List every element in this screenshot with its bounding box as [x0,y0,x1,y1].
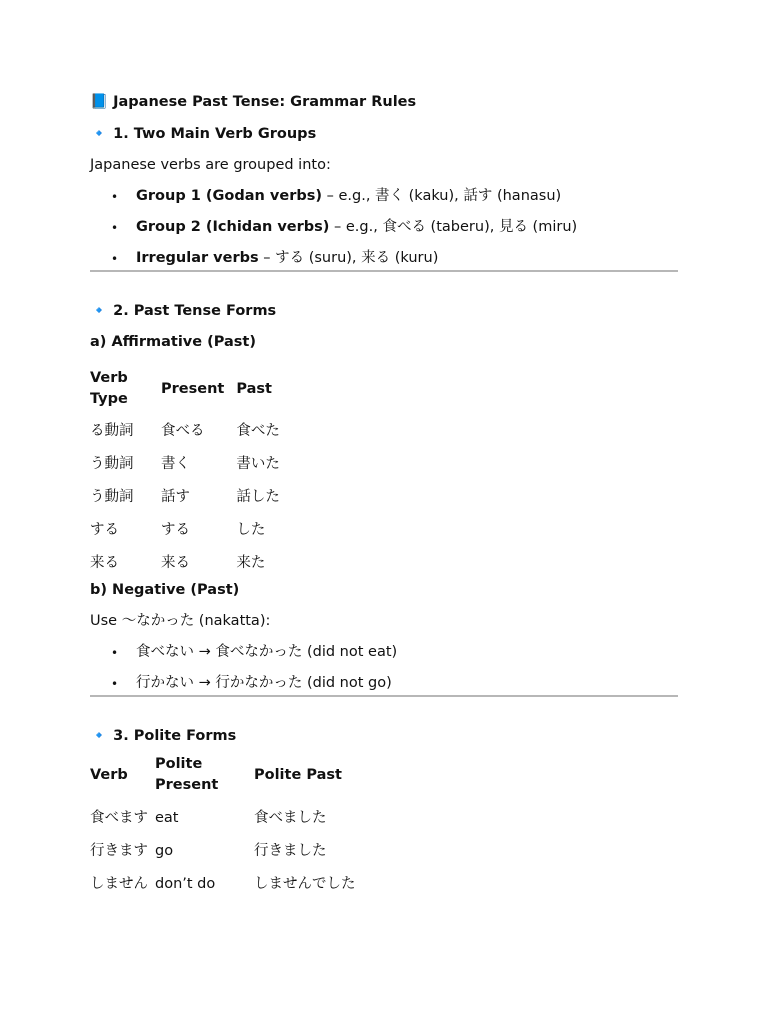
column-header: Verb Type [90,370,128,407]
table-cell: う動詞 [90,489,134,505]
affirmative-heading: a) Affirmative (Past) [90,334,256,350]
document [90,92,678,901]
table-cell: 食べた [236,423,280,439]
verb-groups-list [90,186,678,270]
negative-intro: Use ～なかった (nakatta): [90,613,271,629]
column-header: Verb [90,766,128,783]
list-item-detail: – e.g., 食べる (taberu), 見る (miru) [329,219,578,235]
table-cell: 話した [236,489,280,505]
table-row [90,415,280,448]
list-item: • 食べない → 食べなかった (did not eat) [90,642,678,673]
table-cell: る動詞 [90,423,134,439]
table-header-row [90,363,280,415]
table-cell: した [236,522,266,538]
section-1-heading: 🔹 1. Two Main Verb Groups [90,126,317,142]
table-cell: しませんでした [254,876,356,892]
table-cell: 来た [236,555,266,571]
table-cell: eat [155,810,179,826]
column-header: Past [236,380,272,397]
table-cell: 来る [161,555,190,571]
section-3-heading: 🔹 3. Polite Forms [90,728,237,744]
negative-examples-list [90,642,678,695]
list-item-detail: – e.g., 書く (kaku), 話す (hanasu) [322,188,562,204]
section-1-intro: Japanese verbs are grouped into: [90,157,331,173]
list-item [90,186,678,217]
table-cell: 書く [161,456,190,472]
list-item [90,217,678,248]
table-cell: 食べます [90,810,148,826]
table-cell: う動詞 [90,456,134,472]
table-row [90,835,356,868]
column-header: Polite Present [155,756,219,793]
section-2-heading: 🔹 2. Past Tense Forms [90,303,277,319]
table-row [90,802,356,835]
table-cell: don’t do [155,876,216,892]
affirmative-table [90,363,280,580]
table-cell: しません [90,876,148,892]
list-item-term: Group 1 (Godan verbs) [136,188,323,204]
document-title: 📘 Japanese Past Tense: Grammar Rules [90,94,417,110]
negative-heading: b) Negative (Past) [90,582,240,598]
table-row [90,481,280,514]
table-cell: 行きます [90,843,148,859]
table-cell: 行きました [254,843,327,859]
table-header-row [90,748,356,802]
column-header: Present [161,380,225,397]
list-item: • 行かない → 行かなかった (did not go) [90,673,678,695]
table-row [90,448,280,481]
table-row [90,547,280,580]
table-cell: 来る [90,555,119,571]
table-cell: 書いた [236,456,280,472]
table-cell: go [155,843,174,859]
table-row [90,868,356,901]
table-cell: 食べる [161,423,205,439]
list-item-term: Group 2 (Ichidan verbs) [136,219,330,235]
table-cell: 食べました [254,810,327,826]
table-cell: する [90,522,119,538]
polite-forms-table [90,748,356,901]
table-cell: 話す [161,489,190,505]
table-row [90,514,280,547]
column-header: Polite Past [254,766,342,783]
table-cell: する [161,522,190,538]
list-item [90,248,678,270]
list-item-detail: – する (suru), 来る (kuru) [258,250,439,266]
list-item-term: Irregular verbs [136,250,259,266]
